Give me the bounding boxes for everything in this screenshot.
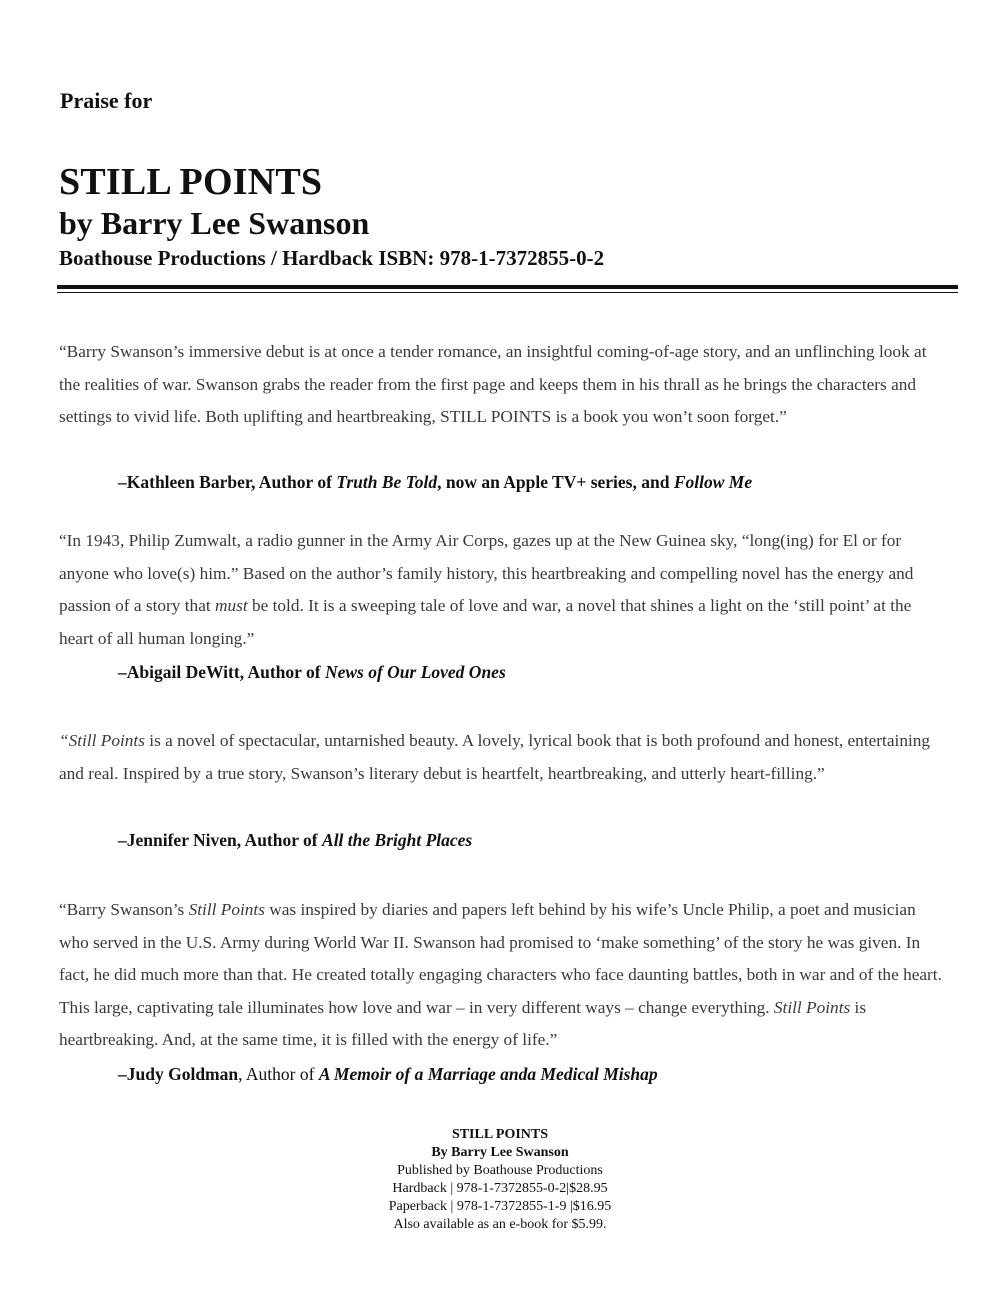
quote-text: “Barry Swanson’s immersive debut is at once a tender romance, an insightful coming-of-age story, and an unflinching look at the realities of war. Swanson grabs the reader from the first page and keeps them in his thrall as he brings the characters and settings to vivid life. Both uplifting and heartbreaking, STILL POINTS is a book you won’t soon forget.” (59, 342, 927, 426)
publisher-isbn-line: Boathouse Productions / Hardback ISBN: 978-1-7372855-0-2 (59, 246, 605, 270)
book-title-ref: Truth Be Told (336, 472, 438, 492)
review-attribution-3 (118, 830, 472, 851)
quote-text: “In 1943, Philip Zumwalt, a radio gunner in the Army Air Corps, gazes up at the New Guinea sky, “long(ing) for El or for anyone who love(s) him.” Based on the author’s family history, this heartbreaking and compelling novel has the energy and passion of a story that (59, 531, 914, 615)
footer-hardback: Hardback | 978-1-7372855-0-2|$28.95 (392, 1181, 608, 1196)
quote-text: “Barry Swanson’s (59, 900, 189, 919)
review-quote-2 (59, 525, 944, 655)
quote-emphasis: Still Points (188, 900, 265, 919)
quote-emphasis: “Still Points (59, 731, 145, 750)
footer-paperback: Paperback | 978-1-7372855-1-9 |$16.95 (388, 1199, 612, 1214)
attribution-text: , now an Apple TV+ series, and (437, 472, 674, 492)
footer-publisher: Published by Boathouse Productions (397, 1163, 603, 1178)
header-divider-thin (57, 292, 958, 293)
attribution-text: –Abigail DeWitt, Author of (118, 662, 325, 682)
attribution-text: , Author of (238, 1064, 319, 1084)
attribution-text: –Judy Goldman (118, 1064, 239, 1084)
review-quote-4 (59, 894, 944, 1057)
book-title: STILL POINTS (59, 161, 323, 203)
attribution-text: –Kathleen Barber, Author of (118, 472, 337, 492)
quote-text: be told. It is a sweeping tale of love and war, a novel that shines a light on the ‘still point’ at the heart of all human longing.” (59, 596, 912, 648)
review-quote-1 (59, 336, 944, 434)
header-divider-thick (57, 285, 958, 289)
footer-author: By Barry Lee Swanson (431, 1145, 569, 1160)
footer-title: STILL POINTS (451, 1127, 549, 1142)
review-attribution-2 (118, 662, 506, 683)
book-title-ref: Follow Me (673, 472, 753, 492)
footer-ebook: Also available as an e-book for $5.99. (393, 1217, 607, 1232)
quote-text: is a novel of spectacular, untarnished beauty. A lovely, lyrical book that is both profound and honest, entertaining and real. Inspired by a true story, Swanson’s literary debut is heartfelt, heartbreaking, and utterly heart-filling.” (59, 731, 931, 783)
review-attribution-4 (118, 1064, 658, 1085)
quote-text: was inspired by diaries and papers left behind by his wife’s Uncle Philip, a poet and musician who served in the U.S. Army during World War II. Swanson had promised to ‘make something’ of the story he was given. In fact, he did much more than that. He created totally engaging characters who face daunting battles, both in war and of the heart. This large, captivating tale illuminates how love and war – in very different ways – change everything. (59, 900, 942, 1017)
book-title-ref: A Memoir of a Marriage anda Medical Mishap (318, 1064, 658, 1084)
author-byline: by Barry Lee Swanson (59, 205, 370, 241)
review-quote-3 (59, 725, 944, 790)
book-title-ref: All the Bright Places (322, 830, 473, 850)
book-title-ref: News of Our Loved Ones (324, 662, 506, 682)
review-attribution-1 (118, 472, 752, 493)
quote-emphasis: Still Points (773, 997, 851, 1017)
praise-for-heading: Praise for (60, 88, 153, 113)
book-details-footer (0, 1126, 1000, 1234)
quote-emphasis: must (215, 596, 248, 615)
quote-text: is heartbreaking. And, at the same time, it is filled with the energy of life.” (59, 997, 867, 1049)
attribution-text: –Jennifer Niven, Author of (118, 830, 323, 850)
